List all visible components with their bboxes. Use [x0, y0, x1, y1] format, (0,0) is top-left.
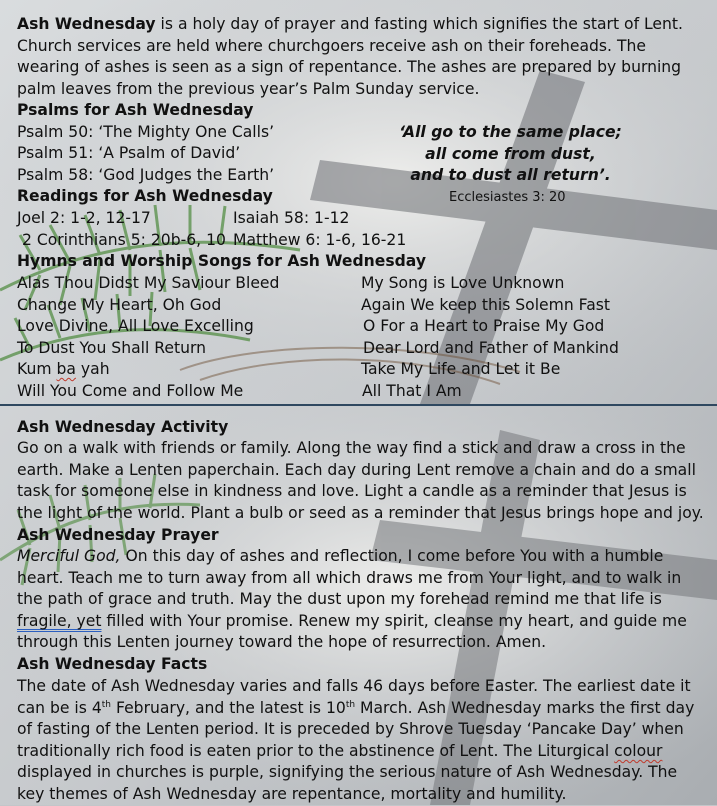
prayer-opening: Merciful God,: [17, 547, 121, 565]
facts-text: The date of Ash Wednesday varies and falls 46 days before Easter. The earliest date it can be is 4th February, and the latest is 10th March. Ash Wednesday marks the first day of fasting of the Lenten period. It is preceded by Shrove Tuesday ‘Pancake Day’ when traditionally rich food is eaten prior to the abstinence of Lent. The Liturgical colour displayed in churches is purple, signifying the serious nature of Ash Wednesday. The key themes of Ash Wednesday are repentance, mortality and humility.: [17, 677, 695, 803]
scripture-quote: [398, 122, 623, 187]
spelling-flag: ba: [56, 360, 76, 378]
psalms-heading: Psalms for Ash Wednesday: [17, 101, 254, 119]
facts-heading: Ash Wednesday Facts: [17, 655, 208, 673]
psalm-item: Psalm 50: ‘The Mighty One Calls’: [17, 123, 275, 141]
quote-line: ‘All go to the same place;: [399, 123, 622, 141]
spelling-flag: colour: [614, 741, 663, 760]
reading-item: 2 Corinthians 5: 20b-6, 10: [17, 231, 226, 249]
hymn-item: Dear Lord and Father of Mankind: [363, 339, 619, 357]
activity-heading: Ash Wednesday Activity: [17, 418, 229, 436]
hymn-item: All That I Am: [362, 382, 462, 400]
hymn-item: My Song is Love Unknown: [361, 274, 565, 292]
hymn-item: Will You Come and Follow Me: [17, 382, 244, 400]
hymn-item: Again We keep this Solemn Fast: [361, 296, 611, 314]
grammar-flag: fragile, yet: [17, 611, 102, 630]
psalm-item: Psalm 58: ‘God Judges the Earth’: [17, 166, 275, 184]
hymn-item: Change My Heart, Oh God: [17, 296, 222, 314]
quote-line: and to dust all return’.: [410, 166, 611, 185]
quote-line: all come from dust,: [425, 144, 596, 163]
psalm-item: Psalm 51: ‘A Psalm of David’: [17, 144, 241, 162]
activity-text: Go on a walk with friends or family. Along the way find a stick and draw a cross in the earth. Make a Lenten paperchain. Each day during Lent remove a chain and do a small task for someone else in kindness and love. Light a candle as a reminder that Jesus is the light of the world. Plant a bulb or seed as a reminder that Jesus brings hope and joy.: [17, 439, 704, 522]
intro-text: is a holy day of prayer and fasting which signifies the start of Lent. Church services are held where churchgoers receive ash on their foreheads. The wearing of ashes is seen as a sign of repentance. The ashes are prepared by burning palm leaves from the previous year’s Palm Sunday service.: [17, 15, 683, 98]
intro-paragraph: [17, 14, 707, 100]
reading-item: Isaiah 58: 1-12: [233, 209, 350, 227]
readings-heading: Readings for Ash Wednesday: [17, 187, 273, 205]
hymn-item: Take My Life and Let it Be: [361, 360, 561, 378]
hymn-item: O For a Heart to Praise My God: [363, 317, 605, 335]
hymn-item: Alas Thou Didst My Saviour Bleed: [17, 274, 280, 292]
reading-item: Matthew 6: 1-6, 16-21: [233, 231, 407, 249]
hymns-heading: Hymns and Worship Songs for Ash Wednesday: [17, 252, 426, 270]
quote-source: Ecclesiastes 3: 20: [449, 190, 566, 205]
intro-title: Ash Wednesday: [17, 15, 156, 33]
prayer-text: Merciful God, On this day of ashes and reflection, I come before You with a humble heart. Teach me to turn away from all which draws me from Your light, and to walk in the path of grace and truth. May the dust upon my forehead remind me that life is fragile, yet filled with Your promise. Renew my spirit, cleanse my heart, and guide me through this Lenten journey toward the hope of resurrection. Amen.: [17, 547, 687, 652]
hymn-item: To Dust You Shall Return: [17, 339, 206, 357]
prayer-heading: Ash Wednesday Prayer: [17, 526, 219, 544]
hymn-item-kumbayah: Kum ba yah: [17, 360, 110, 378]
reading-item: Joel 2: 1-2, 12-17: [17, 209, 151, 227]
hymn-item: Love Divine, All Love Excelling: [17, 317, 254, 335]
